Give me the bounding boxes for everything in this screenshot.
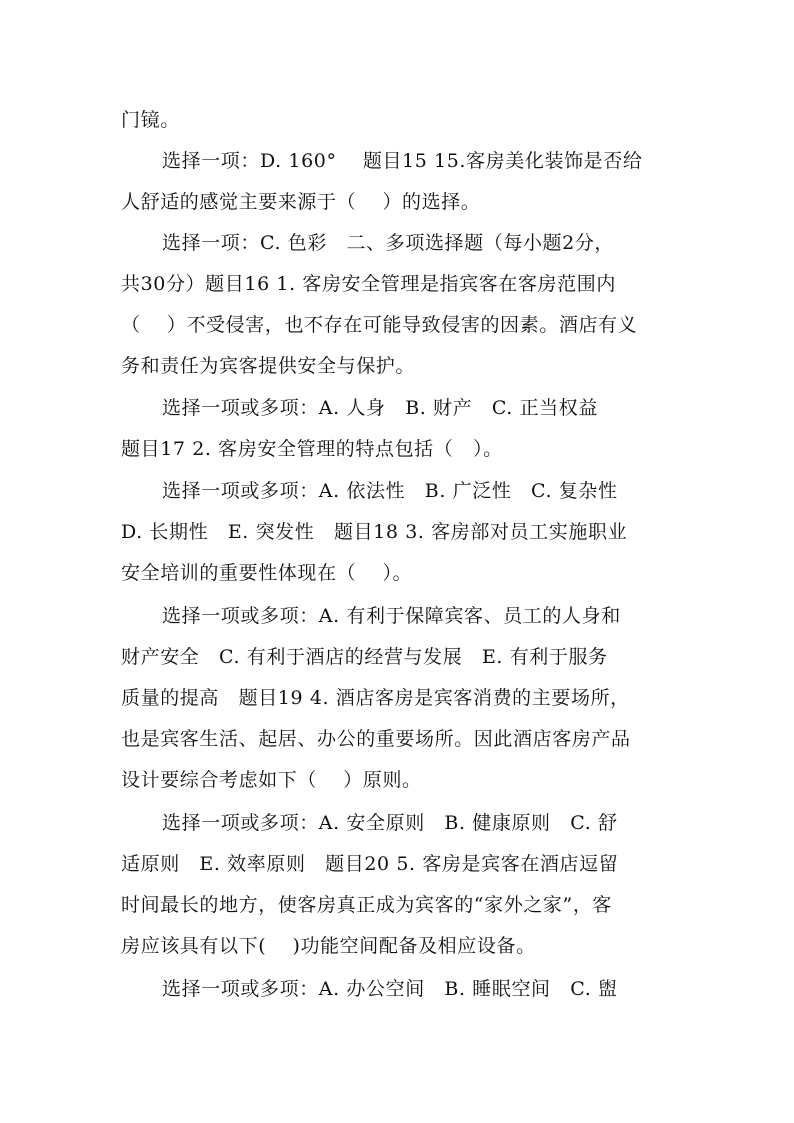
text-line-8: 选择一项或多项：A. 人身 B. 财产 C. 正当权益 [162,397,598,419]
text-line-16: 也是宾客生活、起居、办公的重要场所。因此酒店客房产品 [121,728,631,750]
text-line-18: 选择一项或多项：A. 安全原则 B. 健康原则 C. 舒 [162,812,618,834]
text-line-14: 财产安全 C. 有利于酒店的经营与发展 E. 有利于服务 [121,646,608,668]
text-line-6: （ ）不受侵害，也不存在可能导致侵害的因素。酒店有义 [121,314,638,336]
text-line-7: 务和责任为宾客提供安全与保护。 [121,355,416,377]
text-line-9: 题目17 2. 客房安全管理的特点包括（ ）。 [121,438,503,460]
text-line-1: 门镜。 [121,109,180,131]
text-line-15: 质量的提高 题目19 4. 酒店客房是宾客消费的主要场所， [121,687,630,709]
text-line-19: 适原则 E. 效率原则 题目20 5. 客房是宾客在酒店逗留 [121,853,619,875]
text-line-13: 选择一项或多项：A. 有利于保障宾客、员工的人身和 [162,605,621,627]
text-line-20: 时间最长的地方，使客房真正成为宾客的“家外之家”，客 [121,894,613,916]
text-line-21: 房应该具有以下( )功能空间配备及相应设备。 [121,935,536,957]
text-line-17: 设计要综合考虑如下（ ）原则。 [121,769,422,791]
text-line-22: 选择一项或多项：A. 办公空间 B. 睡眠空间 C. 盥 [162,978,618,1000]
text-line-4: 选择一项：C. 色彩 二、多项选择题（每小题2分， [162,232,615,254]
text-line-11: D. 长期性 E. 突发性 题目18 3. 客房部对员工实施职业 [121,521,628,543]
text-line-5: 共30分）题目16 1. 客房安全管理是指宾客在客房范围内 [121,273,616,295]
text-line-10: 选择一项或多项：A. 依法性 B. 广泛性 C. 复杂性 [162,480,618,502]
text-line-12: 安全培训的重要性体现在（ ）。 [121,562,413,584]
text-line-2: 选择一项：D. 160° 题目15 15.客房美化装饰是否给 [162,150,643,172]
text-line-3: 人舒适的感觉主要来源于（ ）的选择。 [121,191,481,213]
